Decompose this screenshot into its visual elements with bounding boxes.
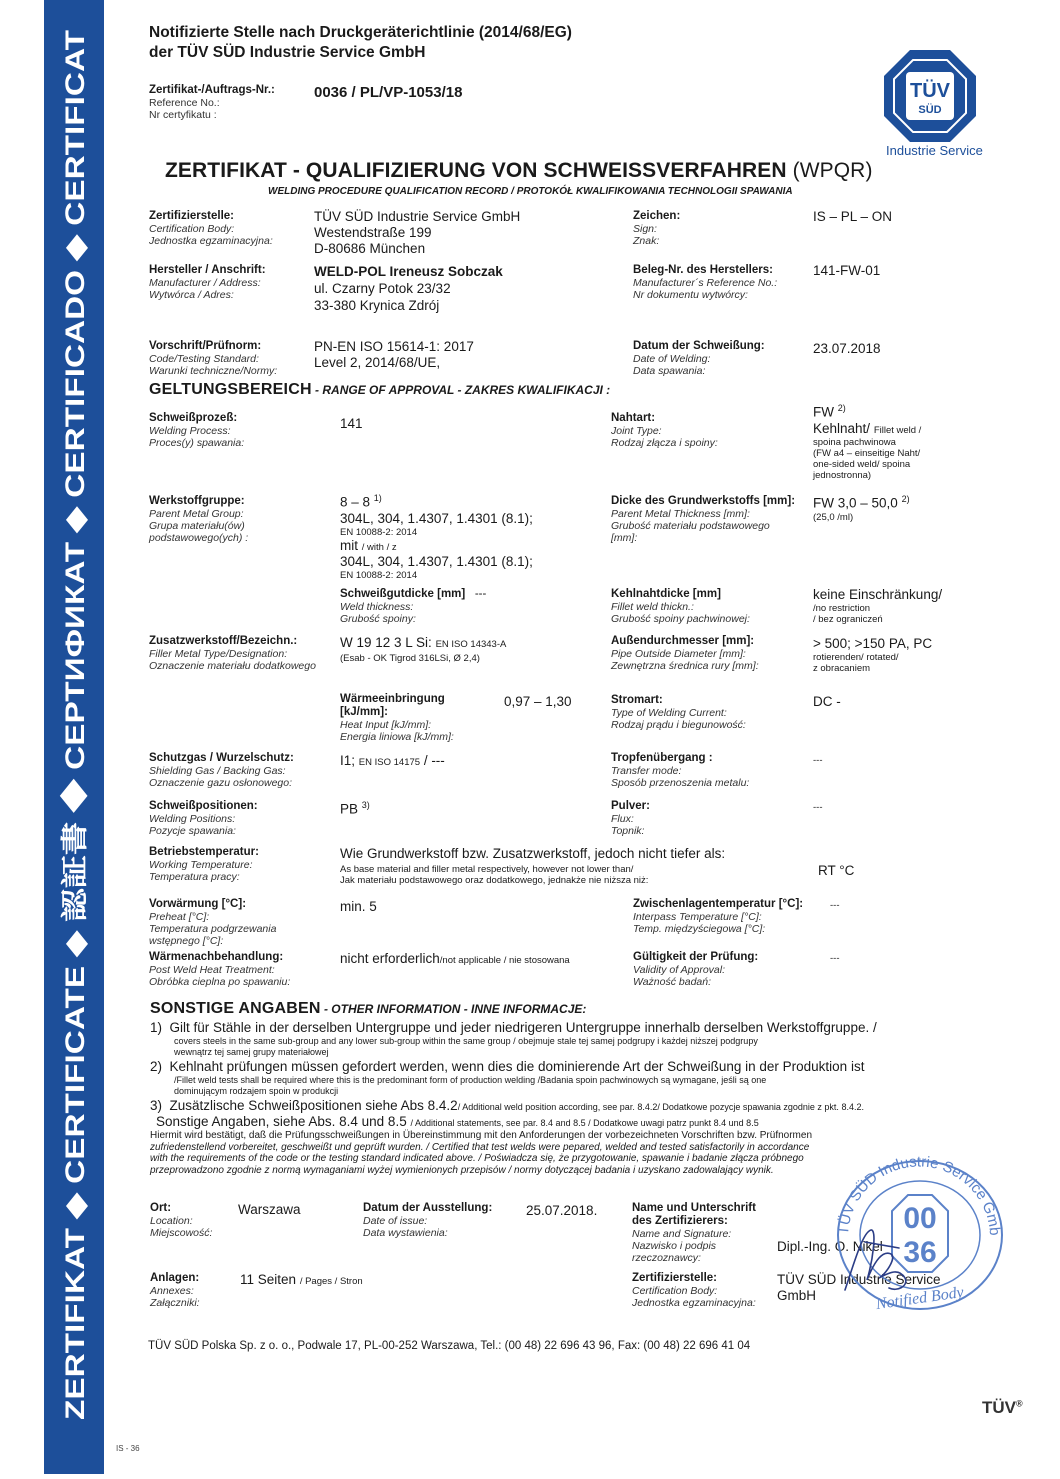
positions-value	[340, 800, 370, 818]
standard-en: Code/Testing Standard:	[149, 353, 259, 365]
interpass-en: Interpass Temperature [°C]:	[633, 911, 762, 923]
joint-pl: Rodzaj złącza i spoiny:	[611, 437, 718, 449]
mfr-ref-de: Beleg-Nr. des Herstellers:	[633, 264, 773, 276]
issue-label	[363, 1202, 492, 1239]
confirmation-line-2: zufriedenstellend vorbereitet, geschweißt und geprüft wurden. / Certified that test welds were pepared, welded and tested satisfactorily in accordance	[150, 1141, 810, 1153]
range-subtitle: - RANGE OF APPROVAL - ZAKRES KWALIFIKACJI :	[311, 383, 611, 397]
footnote-2-num: 2)	[150, 1059, 163, 1074]
sign-en: Sign:	[633, 223, 657, 235]
positions-label	[149, 800, 258, 837]
range-title: GELTUNGSBEREICH	[149, 381, 312, 398]
examiner-de-1: Name und Unterschrift	[632, 1202, 756, 1214]
issue-en: Date of issue:	[363, 1215, 428, 1227]
diameter-en: Pipe Outside Diameter [mm]:	[611, 648, 746, 660]
filler-pl: Oznaczenie materiału dodatkowego	[149, 660, 316, 672]
joint-en: Joint Type:	[611, 425, 662, 437]
header-line-2: der TÜV SÜD Industrie Service GmbH	[149, 44, 426, 61]
confirmation-line-4: przeprowadzono zgodnie z normą wymaganiami wyżej wymienionych przepisów / normy dotyczącej badania i uzyskano zadowalający wynik.	[150, 1164, 774, 1176]
filler-product: (Esab - OK Tigrod 316LSi, Ø 2,4)	[340, 653, 480, 664]
examiner-pl-1: Nazwisko i podpis	[632, 1240, 717, 1252]
current-value: DC -	[813, 694, 841, 709]
sign-pl: Znak:	[633, 235, 660, 247]
examiner-label	[632, 1202, 756, 1264]
cert-body-pl: Jednostka egzaminacyjna:	[149, 235, 273, 247]
current-label	[611, 694, 746, 731]
pwht-de: Wärmenachbehandlung:	[149, 951, 284, 963]
pwht-en: Post Weld Heat Treatment:	[149, 964, 275, 976]
place-pl: Miejscowość:	[150, 1227, 213, 1239]
sign-value: IS – PL – ON	[813, 209, 893, 224]
joint-kehlnaht: Kehlnaht/	[813, 420, 871, 436]
footer-brand-reg: ®	[1016, 1398, 1023, 1409]
document-title	[165, 159, 873, 183]
fillet-no-restriction-de: keine Einschränkung/	[813, 587, 943, 602]
diameter-label	[611, 635, 759, 672]
footnote-1-en: covers steels in the same sub-group and any lower sub-group within the same group / obejmuje stale tej samej podgrupy i każdej niższej podgrupy	[174, 1036, 758, 1046]
manufacturer-street: ul. Czarny Potok 23/32	[314, 281, 451, 296]
header-notified-body	[149, 23, 572, 63]
standard-value	[314, 339, 474, 371]
interpass-label	[633, 898, 803, 935]
preheat-pl-1: Temperatura podgrzewania	[149, 923, 277, 935]
pwht-label	[149, 951, 290, 988]
footnote-4-en: / Additional statements, see par. 8.4 and 8.5 / Dodatkowe uwagi patrz punkt 8.4 und 8.5	[410, 1118, 759, 1128]
footnote-4-de: Sonstige Angaben, siehe Abs. 8.4 und 8.5	[156, 1114, 407, 1129]
thickness-footnote: 2)	[901, 494, 910, 504]
gas-de: Schutzgas / Wurzelschutz:	[149, 752, 294, 764]
annexes-value	[240, 1272, 363, 1288]
weld-thickness-en: Weld thickness:	[340, 601, 414, 613]
cert-body-city: D-80686 München	[314, 241, 426, 256]
fillet-thickness-value	[813, 587, 942, 625]
footnote-4	[150, 1114, 980, 1130]
pwht-not-applicable: /not applicable / nie stosowana	[439, 955, 570, 966]
material-en: Parent Metal Group:	[149, 508, 244, 520]
flux-de: Pulver:	[611, 800, 650, 812]
examiner-name: Dipl.-Ing. O. Nikel	[777, 1239, 883, 1254]
fillet-thickness-label	[611, 588, 750, 625]
joint-footnote: 2)	[837, 403, 846, 413]
diameter-rotated: rotierenden/ rotated/	[813, 652, 899, 663]
pwht-value	[340, 951, 570, 967]
stamp-number-top: 00	[903, 1202, 937, 1235]
heat-value: 0,97 – 1,30	[504, 694, 572, 709]
footnote-3-num: 3)	[150, 1098, 163, 1113]
welding-date-en: Date of Welding:	[633, 353, 711, 365]
material-pl-2: podstawowego(ych) :	[149, 532, 249, 544]
joint-de: Nahtart:	[611, 412, 656, 424]
flux-en: Flux:	[611, 813, 634, 825]
preheat-en: Preheat [°C]:	[149, 911, 210, 923]
welding-date-de: Datum der Schweißung:	[633, 340, 765, 352]
other-subtitle: - OTHER INFORMATION - INNE INFORMACJE:	[320, 1002, 587, 1016]
transfer-label	[611, 752, 749, 789]
positions-en: Welding Positions:	[149, 813, 236, 825]
reference-number: 0036 / PL/VP-1053/18	[314, 84, 463, 101]
footer-address: TÜV SÜD Polska Sp. z o. o., Podwale 17, PL-00-252 Warszawa, Tel.: (00 48) 22 696 43 96, Fax: (00 48) 22 696 41 04	[148, 1340, 751, 1352]
thickness-value	[813, 494, 910, 523]
transfer-value: ---	[813, 755, 823, 766]
cert-body-en: Certification Body:	[149, 223, 235, 235]
place-label	[150, 1202, 212, 1239]
thickness-label	[611, 495, 795, 544]
diameter-value	[813, 636, 932, 674]
positions-pl: Pozycje spawania:	[149, 825, 236, 837]
joint-pachwinowa: spoina pachwinowa	[813, 436, 896, 448]
working-temp-pl: Temperatura pracy:	[149, 871, 240, 883]
footnote-2-pl: dominującym rodzajem spoin w produkcji	[174, 1085, 339, 1096]
standard-label	[149, 340, 277, 377]
process-en: Welding Process:	[149, 425, 231, 437]
working-temp-pl-text: Jak materiału podstawowego oraz dodatkowego, jednakże nie niższa niż:	[340, 875, 649, 886]
current-en: Type of Welding Current:	[611, 707, 727, 719]
diameter-pl: Zewnętrzna średnica rury [mm]:	[611, 660, 759, 672]
footer-brand-text: TÜV	[982, 1398, 1016, 1417]
reference-label-pl: Nr certyfikatu :	[149, 109, 217, 121]
material-group: 8 – 8	[340, 494, 371, 510]
manufacturer-city: 33-380 Krynica Zdrój	[314, 298, 440, 313]
cert-body2-name: TÜV SÜD Industrie Service	[777, 1272, 941, 1287]
examiner-en: Name and Signature:	[632, 1228, 732, 1240]
process-label	[149, 412, 244, 449]
material-grades-1: 304L, 304, 1.4307, 1.4301 (8.1);	[340, 510, 533, 526]
fillet-thickness-en: Fillet weld thickn.:	[611, 601, 694, 613]
filler-designation: W 19 12 3 L Si:	[340, 635, 432, 650]
manufacturer-name: WELD-POL Ireneusz Sobczak	[314, 264, 503, 279]
transfer-de: Tropfenübergang :	[611, 752, 713, 764]
validity-de: Gültigkeit der Prüfung:	[633, 951, 759, 963]
process-value: 141	[340, 416, 363, 431]
validity-pl: Ważność badań:	[633, 976, 712, 988]
annexes-label	[150, 1272, 200, 1309]
other-heading	[150, 1000, 586, 1018]
working-temp-en: Working Temperature:	[149, 859, 253, 871]
stamp-number-bottom: 36	[903, 1236, 937, 1269]
footnote-2	[150, 1059, 980, 1075]
preheat-pl-2: wstępnego [°C]:	[149, 935, 224, 947]
manufacturer-en: Manufacturer / Address:	[149, 277, 261, 289]
heat-en: Heat Input [kJ/mm]:	[340, 719, 432, 731]
joint-value	[813, 403, 921, 481]
footnote-1-pl: wewnątrz tej samej grupy materiałowej	[174, 1046, 329, 1057]
joint-note-2: one-sided weld/ spoina	[813, 458, 911, 470]
issue-value: 25.07.2018.	[526, 1203, 598, 1218]
validity-en: Validity of Approval:	[633, 964, 726, 976]
manufacturer-pl: Wytwórca / Adres:	[149, 289, 234, 301]
reference-label-block	[149, 84, 275, 121]
joint-note-3: jednostronna)	[813, 469, 872, 481]
joint-fw: FW	[813, 404, 834, 420]
flux-pl: Topnik:	[611, 825, 645, 837]
header-line-1: Notifizierte Stelle nach Druckgeräterichtlinie (2014/68/EG)	[149, 24, 572, 41]
annexes-de: Anlagen:	[150, 1272, 200, 1284]
material-value	[340, 493, 533, 581]
current-de: Stromart:	[611, 694, 663, 706]
cert-body-de: Zertifizierstelle:	[149, 210, 234, 222]
reference-label: Zertifikat-/Auftrags-Nr.:	[149, 84, 275, 96]
working-temp-de-text: Wie Grundwerkstoff bzw. Zusatzwerkstoff, jedoch nicht tiefer als:	[340, 846, 726, 861]
transfer-pl: Sposób przenoszenia metalu:	[611, 777, 750, 789]
welding-date-pl: Data spawania:	[633, 365, 706, 377]
footnote-1-num: 1)	[150, 1020, 163, 1035]
gas-type: I1;	[340, 753, 356, 768]
standard-de: Vorschrift/Prüfnorm:	[149, 340, 262, 352]
material-de: Werkstoffgruppe:	[149, 495, 245, 507]
interpass-pl: Temp. międzyściegowa [°C]:	[633, 923, 766, 935]
sign-de: Zeichen:	[633, 210, 681, 222]
footnote-2-en: /Fillet weld tests shall be required where this is the predominant form of production welding /Badania spoin pachwinowych są wymagane, jeśli są one	[174, 1075, 767, 1085]
thickness-pl-2: [mm]:	[611, 532, 638, 544]
sidebar-text-band	[44, 0, 104, 1474]
working-temp-label	[149, 846, 259, 883]
welding-date-label	[633, 340, 765, 377]
interpass-value: ---	[830, 900, 840, 911]
footnote-1-de: Gilt für Stähle in der derselben Untergruppe und jeder niedrigeren Untergruppe innerhalb derselben Werkstoffgruppe. /	[169, 1020, 877, 1035]
manufacturer-value	[314, 263, 503, 314]
tuv-logo	[882, 48, 978, 144]
cert-body-street: Westendstraße 199	[314, 225, 432, 240]
positions-de: Schweißpositionen:	[149, 800, 258, 812]
gas-norm: EN ISO 14175	[358, 757, 421, 768]
welding-date-value: 23.07.2018	[813, 341, 881, 356]
mfr-ref-en: Manufacturer´s Reference No.:	[633, 277, 778, 289]
stamp-bottom-text: Notified Body	[874, 1283, 965, 1314]
footnote-3-en: / Additional weld position according, see par. 8.4.2/ Dodatkowe pozycje spawania zgodnie z pkt. 8.4.2.	[457, 1102, 864, 1112]
positions-code: PB	[340, 801, 359, 817]
confirmation-line-1: Hiermit wird bestätigt, daß die Prüfungsschweißungen in Übereinstimmung mit den Anforderungen der vorbezeichneten Vorschriften bzw. Prüfnormen	[150, 1130, 813, 1141]
tuv-octagon-icon	[882, 48, 978, 144]
joint-fillet: Fillet weld /	[873, 424, 922, 436]
cert-body2-label	[632, 1272, 756, 1309]
cert-body2-en: Certification Body:	[632, 1285, 718, 1297]
footnote-1	[150, 1020, 980, 1036]
issue-de: Datum der Ausstellung:	[363, 1202, 493, 1214]
working-temp-text	[340, 846, 725, 886]
filler-de: Zusatzwerkstoff/Bezeichn.:	[149, 635, 298, 647]
cert-body2-gmbh: GmbH	[777, 1288, 817, 1303]
place-value: Warszawa	[238, 1202, 301, 1217]
issue-pl: Data wystawienia:	[363, 1227, 448, 1239]
standard-level: Level 2, 2014/68/UE,	[314, 355, 441, 370]
diameter-rotated-pl: z obracaniem	[813, 663, 871, 674]
footnote-3-de: Zusätzlische Schweißpositionen siehe Abs 8.4.2	[169, 1098, 458, 1113]
thickness-de: Dicke des Grundwerkstoffs [mm]:	[611, 495, 796, 507]
positions-footnote: 3)	[361, 800, 370, 810]
annexes-en: Annexes:	[150, 1285, 194, 1297]
handwritten-signature	[835, 1220, 925, 1300]
reference-label-en: Reference No.:	[149, 97, 220, 109]
preheat-label	[149, 898, 276, 947]
thickness-en: Parent Metal Thickness [mm]:	[611, 508, 750, 520]
interpass-de: Zwischenlagentemperatur [°C]:	[633, 898, 804, 910]
current-pl: Rodzaj prądu i biegunowość:	[611, 719, 746, 731]
process-de: Schweißprozeß:	[149, 412, 238, 424]
examiner-pl-2: rzeczoznawcy:	[632, 1252, 701, 1264]
fillet-thickness-de: Kehlnahtdicke [mm]	[611, 588, 721, 600]
logo-caption: Industrie Service	[886, 143, 983, 158]
flux-label	[611, 800, 650, 837]
footnote-2-de: Kehlnaht prüfungen müssen gefordert werden, wenn dies die dominierende Art der Schweißung in der Produktion ist	[169, 1059, 865, 1074]
gas-en: Shielding Gas / Backing Gas:	[149, 765, 286, 777]
cert-body2-pl: Jednostka egzaminacyjna:	[632, 1297, 756, 1309]
preheat-de: Vorwärmung [°C]:	[149, 898, 247, 910]
sidebar-vertical-text: ZERTIFIKAT ◆ CERTIFICATE ◆ 認証書 ◆ СЕРТИФИКАТ ◆ CERTIFICADO ◆ CERTIFICAT	[60, 294, 90, 1420]
stamp-ring-text: TÜV SÜD Industrie Service Gmb	[834, 1153, 1004, 1237]
annexes-pages: 11 Seiten	[240, 1272, 297, 1287]
transfer-en: Transfer mode:	[611, 765, 682, 777]
annexes-pages-tr: / Pages / Stron	[299, 1276, 363, 1287]
title-abbr: (WPQR)	[792, 159, 873, 182]
examiner-de-2: des Zertifizierers:	[632, 1215, 728, 1227]
manufacturer-label	[149, 264, 266, 301]
flux-value: ---	[813, 802, 823, 813]
cert-body2-de: Zertifizierstelle:	[632, 1272, 717, 1284]
material-label	[149, 495, 248, 544]
weld-thickness-value: ---	[474, 588, 487, 600]
material-with-tr: / with / z	[361, 541, 397, 553]
standard-pl: Warunki techniczne/Normy:	[149, 365, 278, 377]
process-pl: Proces(y) spawania:	[149, 437, 245, 449]
material-pl-1: Grupa materiału(ów)	[149, 520, 245, 532]
weld-thickness-label	[340, 588, 486, 625]
logo-sud-text: SÜD	[918, 104, 942, 116]
place-en: Location:	[150, 1215, 193, 1227]
thickness-ml: (25,0 /ml)	[813, 511, 854, 523]
heat-unit: [kJ/mm]:	[340, 706, 388, 718]
fillet-thickness-pl: Grubość spoiny pachwinowej:	[611, 613, 750, 625]
filler-label	[149, 635, 335, 672]
sign-label	[633, 210, 680, 247]
pwht-pl: Obróbka cieplna po spawaniu:	[149, 976, 291, 988]
footer-code: IS - 36	[116, 1444, 140, 1453]
validity-label	[633, 951, 758, 988]
pwht-not-required: nicht erforderlich	[340, 951, 440, 966]
place-de: Ort:	[150, 1202, 172, 1214]
cert-body-label	[149, 210, 273, 247]
diameter-range: > 500; >150 PA, PC	[813, 636, 933, 651]
thickness-pl-1: Grubość materiału podstawowego	[611, 520, 770, 532]
working-temp-value: RT °C	[818, 863, 855, 878]
gas-value	[340, 753, 445, 769]
standard-norm: PN-EN ISO 15614-1: 2017	[314, 339, 474, 354]
thickness-range: FW 3,0 – 50,0	[813, 495, 898, 511]
footnote-3	[150, 1098, 980, 1114]
heat-label	[340, 693, 454, 743]
annexes-pl: Załączniki:	[150, 1297, 200, 1309]
material-grades-2: 304L, 304, 1.4307, 1.4301 (8.1);	[340, 553, 533, 569]
preheat-value: min. 5	[340, 899, 377, 914]
footer-brand	[982, 1398, 1023, 1418]
weld-thickness-de: Schweißgutdicke [mm]	[340, 588, 466, 600]
filler-en: Filler Metal Type/Designation:	[149, 648, 288, 660]
validity-value: ---	[830, 953, 840, 964]
gas-label	[149, 752, 294, 789]
range-heading	[149, 381, 610, 399]
joint-note-1: (FW a4 – einseitige Naht/	[813, 447, 921, 459]
material-norm-1: EN 10088-2: 2014	[340, 526, 418, 538]
diameter-de: Außendurchmesser [mm]:	[611, 635, 755, 647]
logo-tuv-text: TÜV	[910, 80, 950, 102]
weld-thickness-pl: Grubość spoiny:	[340, 613, 416, 625]
document-subtitle: WELDING PROCEDURE QUALIFICATION RECORD / PROTOKÓŁ KWALIFIKOWANIA TECHNOLOGII SPAWANIA	[268, 186, 793, 197]
gas-backing: / ---	[423, 753, 445, 768]
fillet-no-restriction-pl: / bez ograniczeń	[813, 614, 883, 625]
cert-body-value	[314, 209, 520, 257]
mfr-ref-label	[633, 264, 777, 301]
fillet-no-restriction-en: /no restriction	[813, 603, 871, 614]
working-temp-de: Betriebstemperatur:	[149, 846, 259, 858]
joint-label	[611, 412, 718, 449]
heat-pl: Energia liniowa [kJ/mm]:	[340, 731, 454, 743]
manufacturer-de: Hersteller / Anschrift:	[149, 264, 266, 276]
mfr-ref-pl: Nr dokumentu wytwórcy:	[633, 289, 748, 301]
heat-de: Wärmeeinbringung	[340, 693, 445, 705]
material-with: mit	[340, 537, 358, 553]
gas-pl: Oznaczenie gazu osłonowego:	[149, 777, 293, 789]
other-title: SONSTIGE ANGABEN	[150, 1000, 321, 1017]
working-temp-en-text: As base material and filler metal respectively, however not lower than/	[340, 864, 634, 875]
filler-norm: EN ISO 14343-A	[435, 639, 507, 650]
cert-body-name: TÜV SÜD Industrie Service GmbH	[314, 209, 521, 224]
material-norm-2: EN 10088-2: 2014	[340, 569, 418, 581]
material-footnote: 1)	[373, 493, 382, 503]
title-main: ZERTIFIKAT - QUALIFIZIERUNG VON SCHWEISSVERFAHREN	[165, 159, 787, 182]
confirmation-line-3: with the requirements of the code or the testing standard indicated above. / Poświadcza się, że przygotowanie, spawanie i badanie złącza próbnego	[150, 1153, 804, 1164]
signature-icon	[835, 1220, 925, 1300]
filler-value	[340, 635, 506, 664]
mfr-ref-value: 141-FW-01	[813, 263, 881, 278]
